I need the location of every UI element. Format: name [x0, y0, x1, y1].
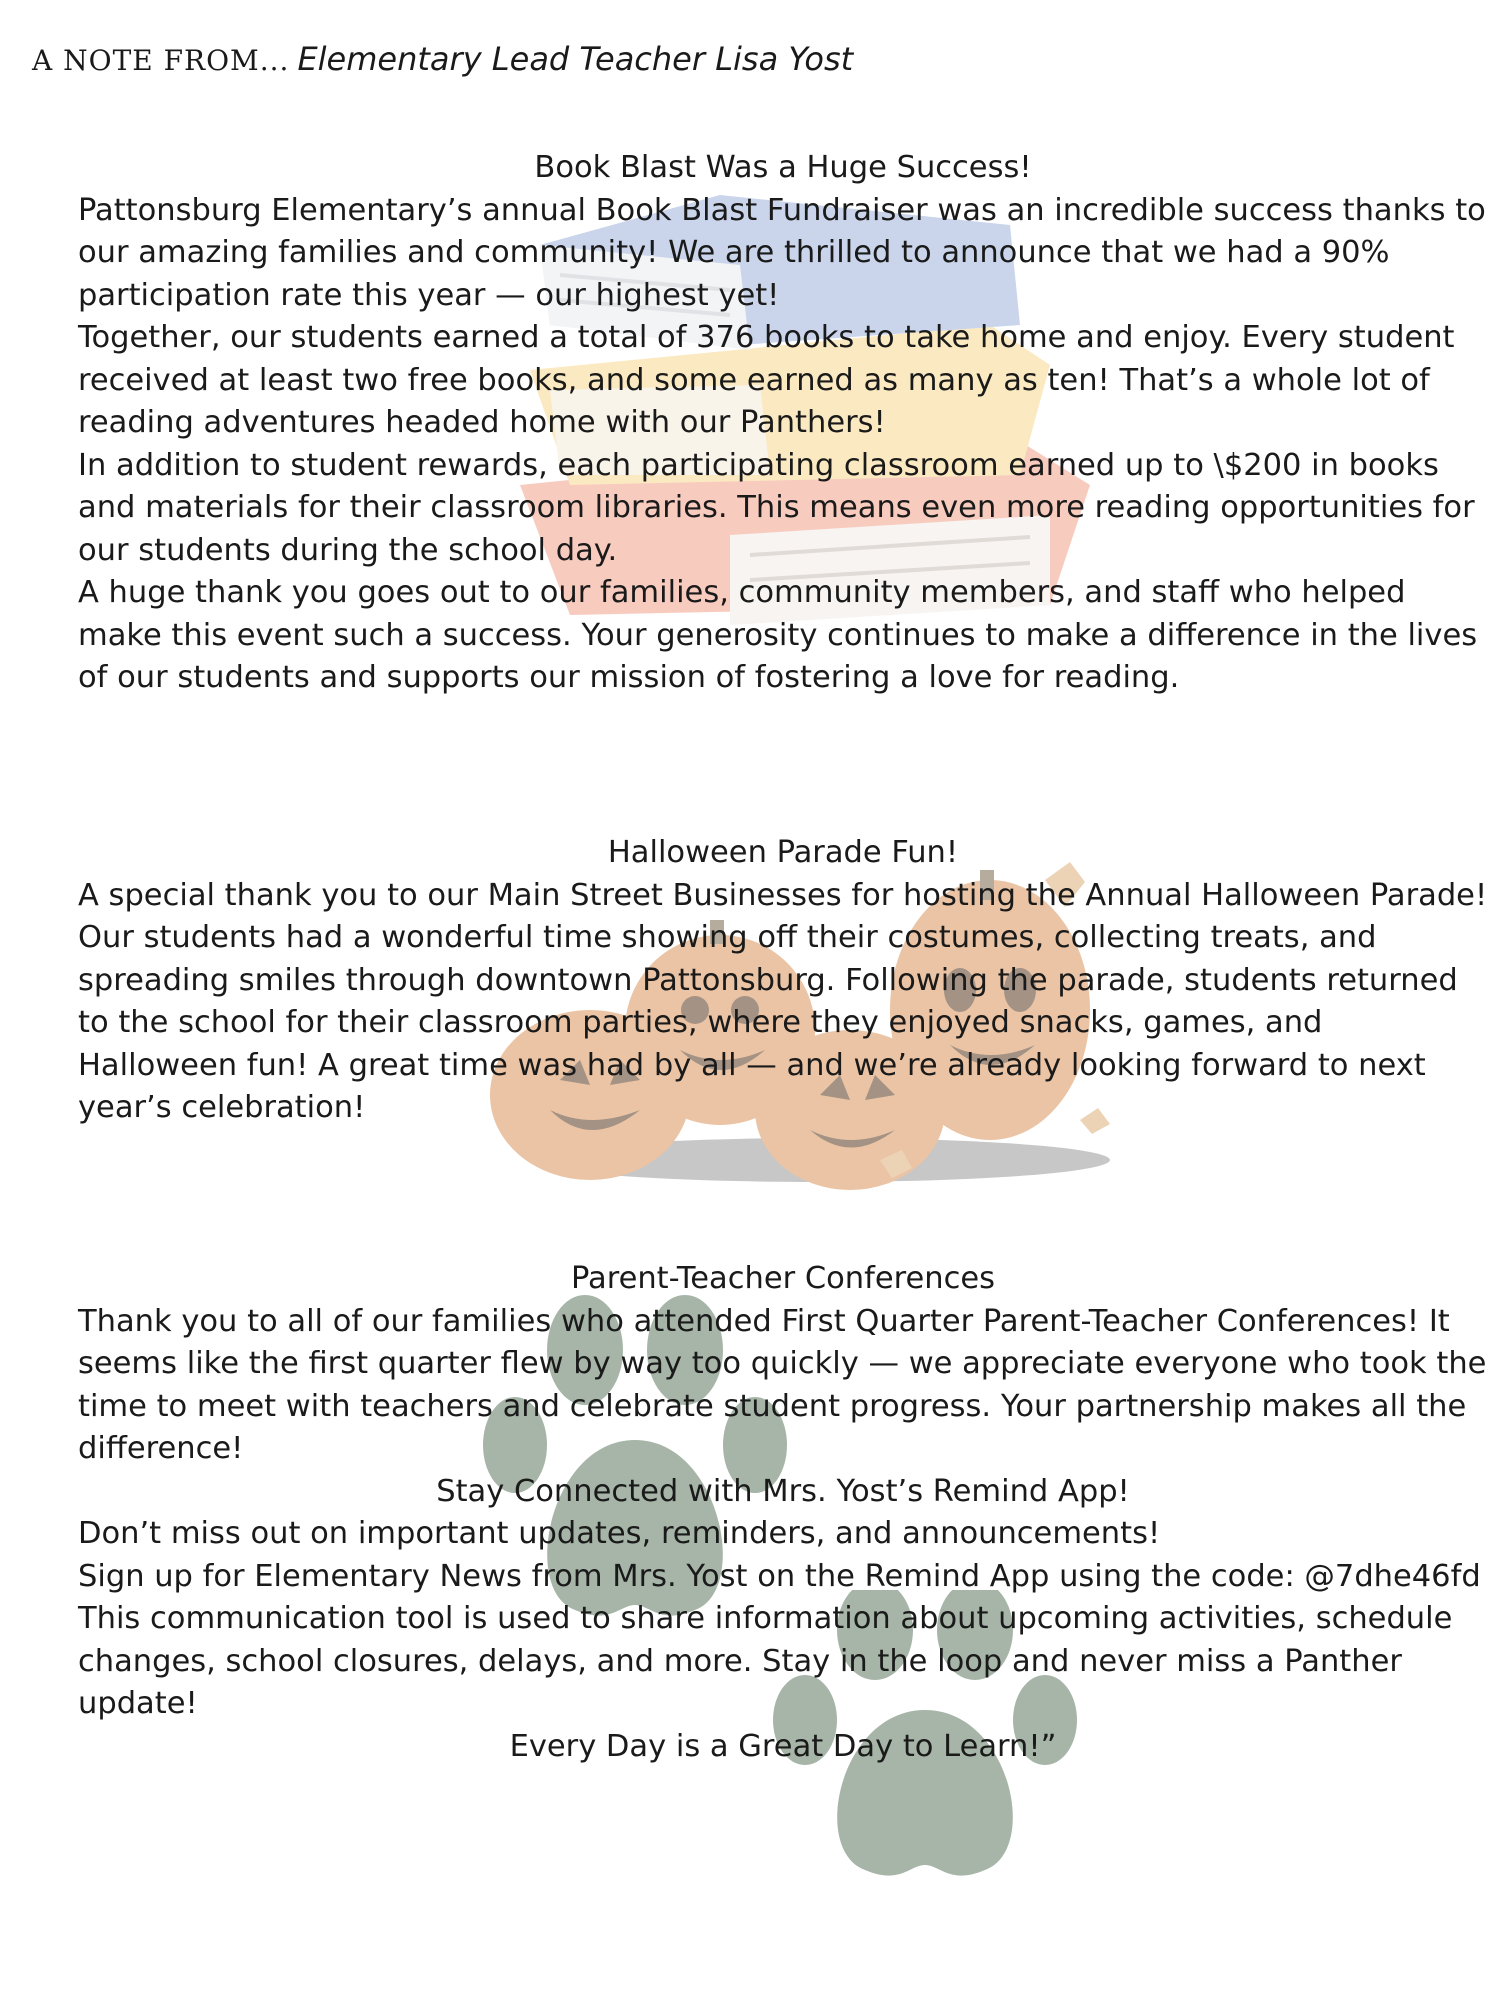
book-blast-paragraph: A huge thank you goes out to our families, community members, and staff who helped make this event such a success. Your generosity continues to make a difference in the lives of our students and supports our mission of fostering a love for reading. — [78, 575, 1478, 695]
book-blast-section — [78, 147, 1488, 700]
from-label: A NOTE FROM... — [32, 44, 290, 77]
remind-paragraph: Sign up for Elementary News from Mrs. Yost on the Remind App using the code: @7dhe46fd This communication tool is used to share information about upcoming activities, schedule changes, school closures, delays, and more. Stay in the loop and never miss a Panther update! — [78, 1558, 1481, 1721]
book-blast-paragraph: Together, our students earned a total of 376 books to take home and enjoy. Every student received at least two free books, and some earned as many as ten! That’s a whole lot of reading adventures headed home with our Panthers! — [78, 320, 1455, 440]
halloween-section — [78, 832, 1488, 1130]
author-name: Elementary Lead Teacher Lisa Yost — [297, 40, 854, 78]
book-blast-paragraph: Pattonsburg Elementary’s annual Book Blast Fundraiser was an incredible success thanks to our amazing families and community! We are thrilled to announce that we had a 90% participation rate this year — our highest yet! — [78, 192, 1486, 313]
book-blast-heading: Book Blast Was a Huge Success! — [534, 150, 1032, 185]
page-header — [32, 40, 853, 78]
conferences-heading: Parent-Teacher Conferences — [570, 1261, 996, 1296]
remind-line: Don’t miss out on important updates, reminders, and announcements! — [78, 1516, 1161, 1551]
halloween-paragraph: A special thank you to our Main Street Businesses for hosting the Annual Halloween Parade! Our students had a wonderful time showing off their costumes, collecting treats, and spreading smiles through downtown Pattonsburg. Following the parade, students returned to the school for their classroom parties, where they enjoyed snacks, games, and Halloween fun! A great time was had by all — and we’re already looking forward to next year’s celebration! — [78, 877, 1488, 1125]
remind-heading: Stay Connected with Mrs. Yost’s Remind App! — [436, 1473, 1130, 1509]
closing-line: Every Day is a Great Day to Learn!” — [509, 1728, 1057, 1764]
conferences-section — [78, 1258, 1488, 1768]
book-blast-paragraph: In addition to student rewards, each participating classroom earned up to \$200 in books and materials for their classroom libraries. This means even more reading opportunities for our students during the school day. — [78, 447, 1475, 568]
halloween-heading: Halloween Parade Fun! — [607, 835, 959, 870]
conferences-paragraph: Thank you to all of our families who attended First Quarter Parent-Teacher Conferences! It seems like the first quarter flew by way too quickly — we appreciate everyone who took the time to meet with teachers and celebrate student progress. Your partnership makes all the difference! — [78, 1303, 1487, 1466]
